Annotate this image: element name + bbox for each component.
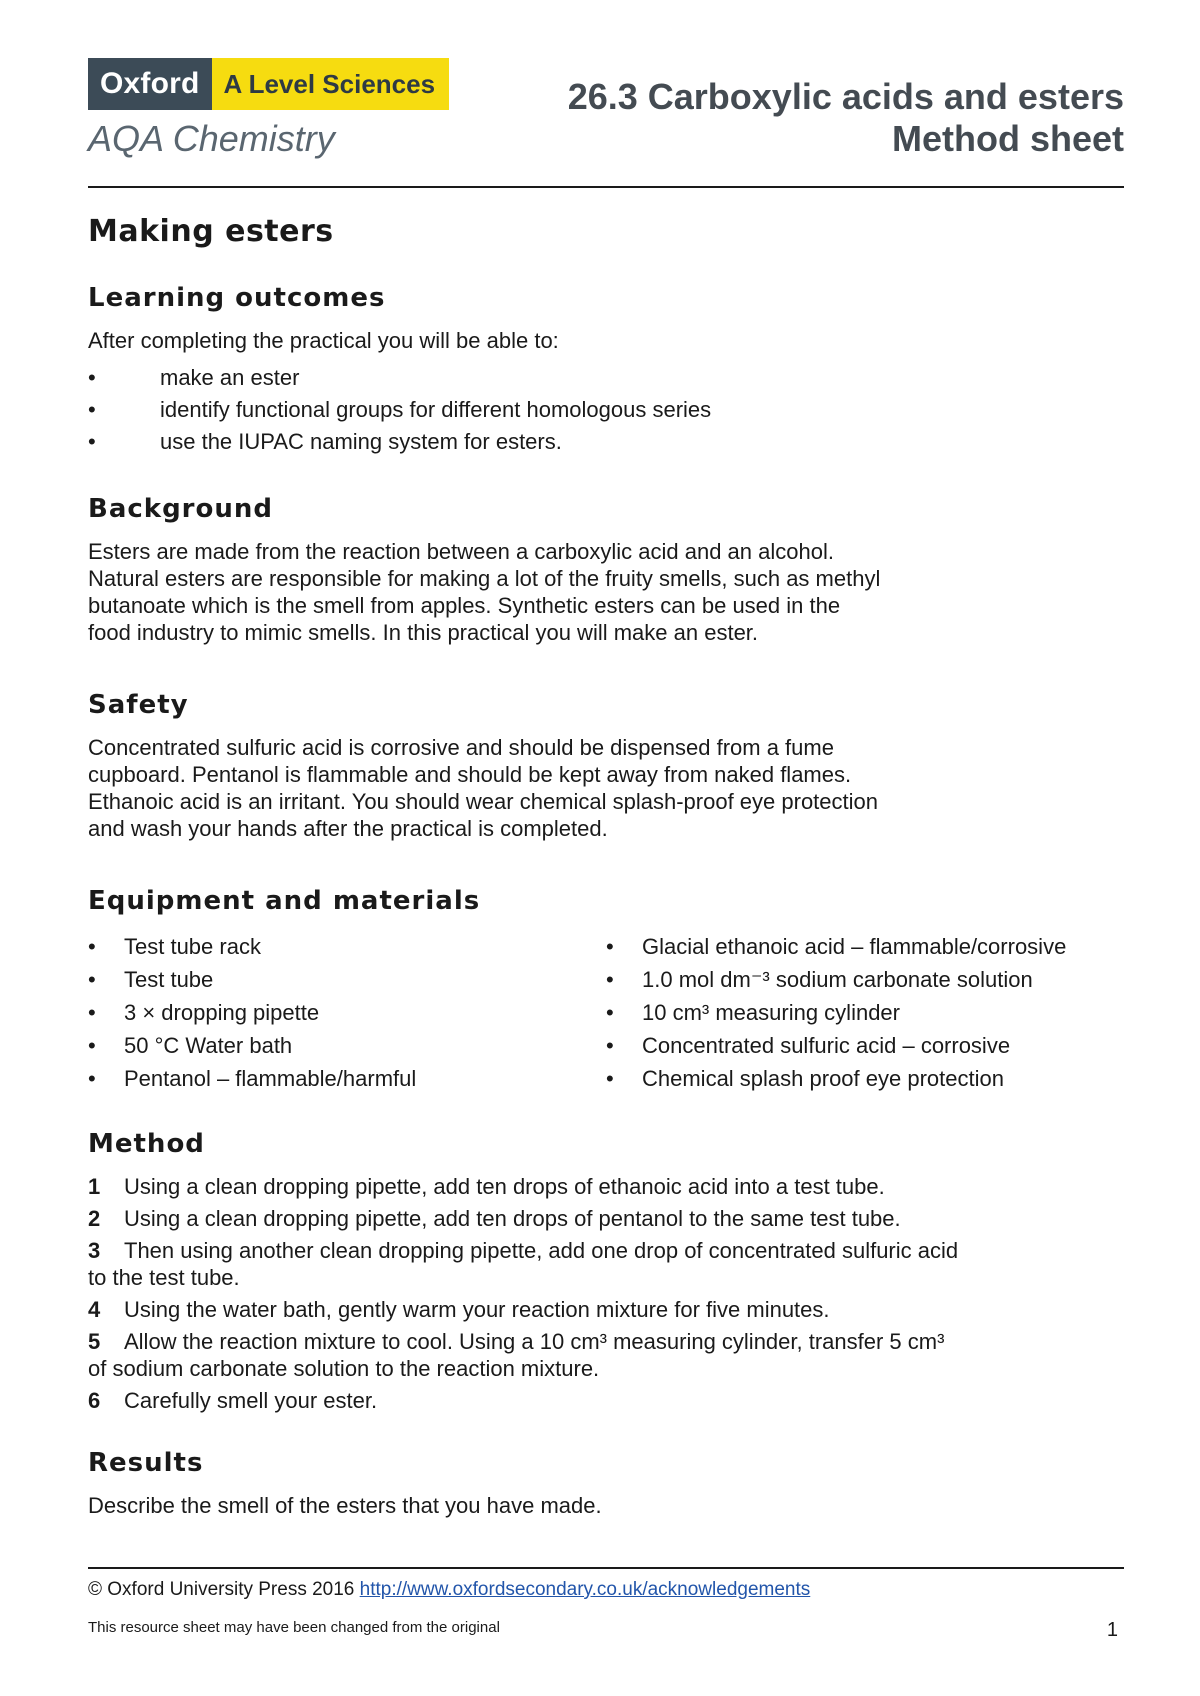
background-section	[88, 494, 1124, 646]
list-item: • Concentrated sulfuric acid – corrosive	[606, 1029, 1124, 1062]
method-step	[88, 1296, 1124, 1323]
equipment-heading: Equipment and materials	[88, 886, 481, 916]
document-title-line2: Method sheet	[891, 118, 1124, 159]
method-step	[88, 1173, 1124, 1200]
page-number: 1	[1106, 1619, 1118, 1641]
equipment-columns	[88, 930, 1124, 1095]
page	[88, 58, 1124, 1518]
equipment-section	[88, 886, 1124, 1095]
document-title	[568, 76, 1124, 160]
list-item: • Chemical splash proof eye protection	[606, 1062, 1124, 1095]
step-text: Using a clean dropping pipette, add ten drops of ethanoic acid into a test tube.	[124, 1174, 885, 1199]
list-item: • Pentanol – flammable/harmful	[88, 1062, 606, 1095]
header-divider	[88, 186, 1124, 188]
footer	[88, 1567, 1124, 1641]
acknowledgements-link[interactable]: http://www.oxfordsecondary.co.uk/acknowledgements	[359, 1579, 811, 1600]
step-number: 4	[88, 1297, 101, 1322]
subject-title: AQA Chemistry	[88, 118, 335, 159]
step-text: Allow the reaction mixture to cool. Using a 10 cm³ measuring cylinder, transfer 5 cm³ of sodium carbonate solution to the reaction mixture.	[88, 1329, 945, 1381]
list-item: • 50 °C Water bath	[88, 1029, 606, 1062]
list-item: • 1.0 mol dm⁻³ sodium carbonate solution	[606, 963, 1124, 996]
method-heading: Method	[88, 1129, 205, 1159]
list-item: • Test tube	[88, 963, 606, 996]
method-step	[88, 1328, 958, 1382]
list-item: • identify functional groups for different homologous series	[88, 394, 1124, 426]
safety-text: Concentrated sulfuric acid is corrosive and should be dispensed from a fume cupboard. Pentanol is flammable and should be kept away from naked flames. Ethanoic acid is an irritant. You should wear chemical splash-proof eye protection and wash your hands after the practical is completed.	[88, 735, 879, 841]
step-text: Then using another clean dropping pipette, add one drop of concentrated sulfuric acid to the test tube.	[88, 1238, 959, 1290]
header	[88, 58, 1124, 188]
step-text: Using the water bath, gently warm your reaction mixture for five minutes.	[124, 1297, 830, 1322]
main-content	[88, 214, 1124, 1555]
list-item: • 3 × dropping pipette	[88, 996, 606, 1029]
results-section	[88, 1448, 1124, 1519]
background-heading: Background	[88, 494, 273, 524]
equipment-list-left	[88, 930, 606, 1095]
safety-section	[88, 690, 1124, 842]
list-item: • Glacial ethanoic acid – flammable/corrosive	[606, 930, 1124, 963]
method-step	[88, 1205, 1124, 1232]
list-item: • Test tube rack	[88, 930, 606, 963]
safety-heading: Safety	[88, 690, 189, 720]
results-heading: Results	[88, 1448, 204, 1478]
method-steps	[88, 1173, 1124, 1414]
step-number: 2	[88, 1206, 101, 1231]
learning-outcomes-heading: Learning outcomes	[88, 283, 386, 313]
method-step	[88, 1237, 968, 1291]
step-text: Carefully smell your ester.	[124, 1388, 378, 1413]
step-number: 6	[88, 1388, 101, 1413]
learning-intro: After completing the practical you will be able to:	[88, 328, 559, 353]
page-title: Making esters	[88, 214, 334, 249]
method-step	[88, 1387, 1124, 1414]
results-text: Describe the smell of the esters that you have made.	[88, 1493, 602, 1518]
list-item: • use the IUPAC naming system for esters.	[88, 426, 1124, 458]
list-item: • 10 cm³ measuring cylinder	[606, 996, 1124, 1029]
document-title-line1: 26.3 Carboxylic acids and esters	[567, 76, 1124, 117]
learning-outcomes-list	[88, 362, 1124, 458]
method-section	[88, 1129, 1124, 1414]
list-item: • make an ester	[88, 362, 1124, 394]
oxford-logo	[88, 58, 449, 110]
copyright-line	[88, 1579, 1124, 1601]
equipment-left-column	[88, 930, 606, 1095]
equipment-list-right	[606, 930, 1124, 1095]
changed-notice: This resource sheet may have been changed from the original	[88, 1619, 500, 1636]
equipment-right-column	[606, 930, 1124, 1095]
learning-outcomes-section	[88, 283, 1124, 458]
step-number: 5	[88, 1329, 101, 1354]
logo-sciences-text: A Level Sciences	[212, 58, 450, 110]
footer-divider	[88, 1567, 1124, 1569]
background-text: Esters are made from the reaction between a carboxylic acid and an alcohol. Natural esters are responsible for making a lot of the fruity smells, such as methyl butanoate which is the smell from apples. Synthetic esters can be used in the food industry to mimic smells. In this practical you will make an ester.	[88, 539, 881, 645]
step-text: Using a clean dropping pipette, add ten drops of pentanol to the same test tube.	[124, 1206, 901, 1231]
copyright-text: © Oxford University Press 2016	[88, 1579, 355, 1600]
step-number: 3	[88, 1238, 101, 1263]
logo-oxford-text: Oxford	[88, 58, 212, 110]
step-number: 1	[88, 1174, 101, 1199]
